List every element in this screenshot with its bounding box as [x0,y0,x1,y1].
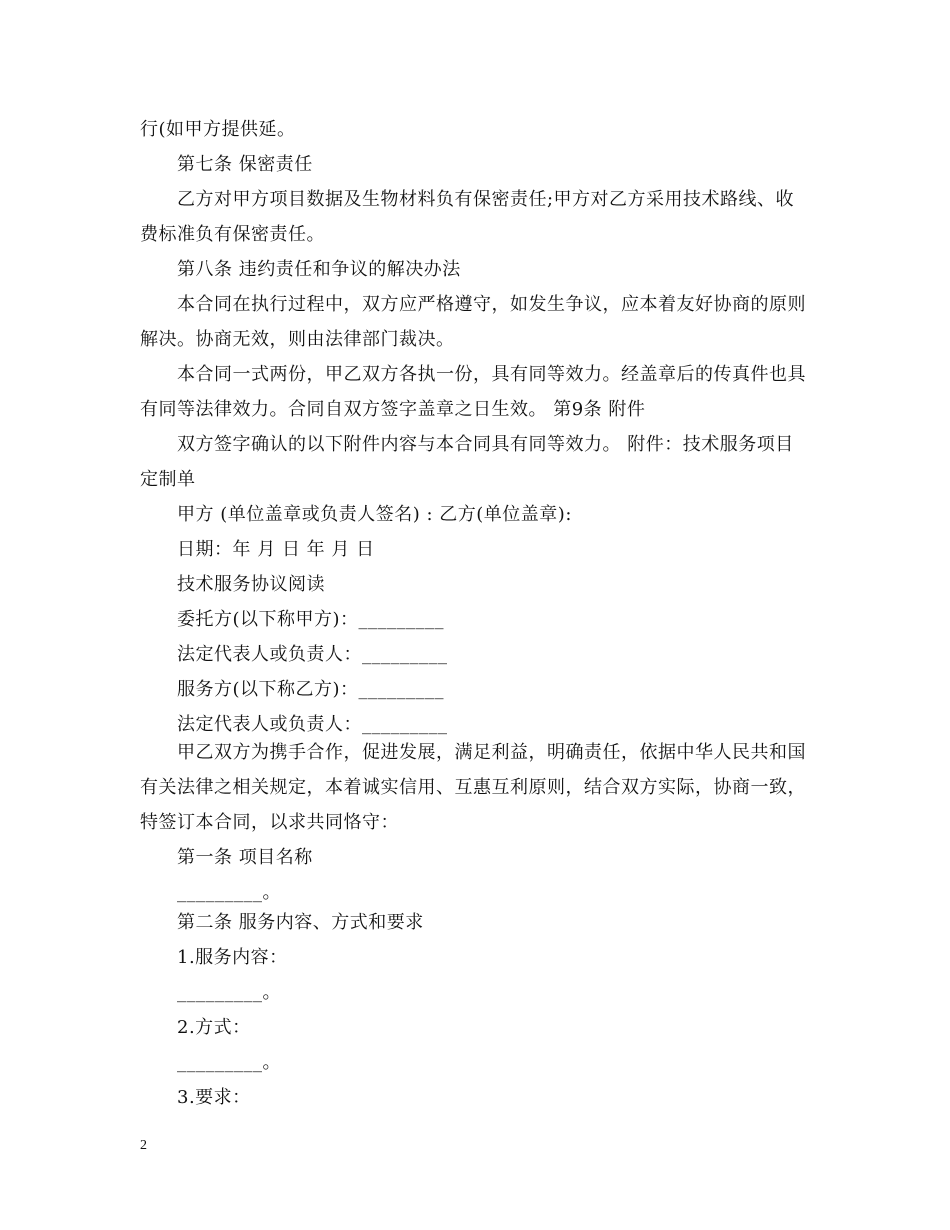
text-line: 有同等法律效力。合同自双方签字盖章之日生效。 第9条 附件 [140,399,646,420]
page-number: 2 [140,1138,147,1153]
blank-field: _________。 [177,882,281,903]
signature-line: 甲方 (单位盖章或负责人签名) : 乙方(单位盖章): [177,504,572,525]
list-item: 2.方式： [177,1017,251,1038]
party-field: 服务方(以下称乙方)：_________ [177,679,445,700]
text-line: 行(如甲方提供延。 [140,119,296,140]
text-line: 解决。协商无效，则由法律部门裁决。 [140,329,455,350]
text-line: 乙方对甲方项目数据及生物材料负有保密责任;甲方对乙方采用技术路线、收 [177,189,795,210]
text-line: 有关法律之相关规定，本着诚实信用、互惠互利原则，结合双方实际，协商一致， [140,777,806,798]
document-subtitle: 技术服务协议阅读 [177,574,325,595]
text-line: 甲乙双方为携手合作，促进发展，满足利益，明确责任，依据中华人民共和国 [177,742,806,763]
text-line: 本合同在执行过程中，双方应严格遵守，如发生争议，应本着友好协商的原则 [177,294,806,315]
blank-field: _________。 [177,982,281,1003]
text-line: 特签订本合同，以求共同恪守： [140,812,399,833]
section-heading: 第一条 项目名称 [177,847,313,868]
blank-field: _________。 [177,1052,281,1073]
section-heading: 第七条 保密责任 [177,154,313,175]
text-line: 本合同一式两份，甲乙双方各执一份，具有同等效力。经盖章后的传真件也具 [177,364,806,385]
text-line: 定制单 [140,469,196,490]
list-item: 3.要求： [177,1087,251,1108]
list-item: 1.服务内容： [177,947,288,968]
section-heading: 第八条 违约责任和争议的解决办法 [177,259,461,280]
party-field: 委托方(以下称甲方)：_________ [177,609,445,630]
text-line: 双方签字确认的以下附件内容与本合同具有同等效力。 附件：技术服务项目 [177,434,794,455]
date-line: 日期：年 月 日 年 月 日 [177,539,375,560]
party-field: 法定代表人或负责人：_________ [177,714,448,735]
party-field: 法定代表人或负责人：_________ [177,644,448,665]
section-heading: 第二条 服务内容、方式和要求 [177,912,424,933]
text-line: 费标准负有保密责任。 [140,224,325,245]
